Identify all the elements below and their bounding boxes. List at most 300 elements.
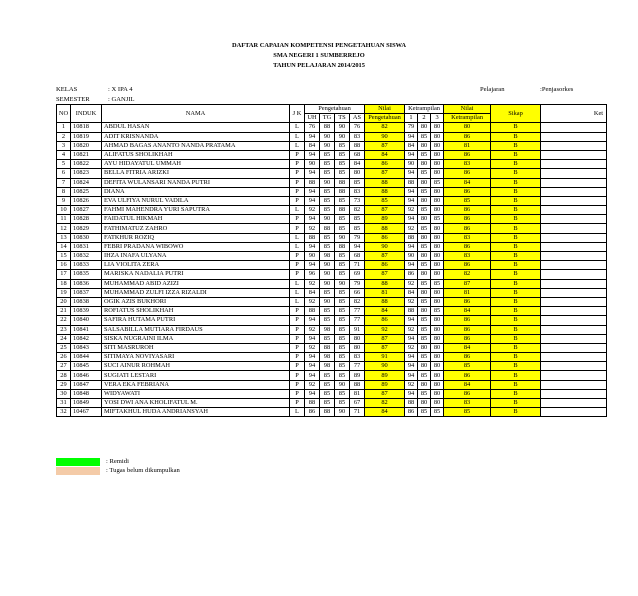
table-cell: 80 — [431, 325, 444, 334]
table-cell: 77 — [350, 316, 365, 325]
table-cell: 80 — [418, 233, 431, 242]
table-cell: 85 — [431, 408, 444, 417]
table-cell: B — [491, 362, 541, 371]
table-row — [57, 187, 607, 196]
table-cell: 85 — [320, 399, 335, 408]
table-cell: 85 — [335, 334, 350, 343]
table-cell: 80 — [431, 123, 444, 132]
table-cell: 86 — [365, 160, 405, 169]
table-row — [57, 242, 607, 251]
table-cell: 14 — [57, 242, 71, 251]
table-cell: 92 — [305, 380, 320, 389]
table-cell: 80 — [431, 206, 444, 215]
table-cell: OGIK AZIS BUKHORI — [102, 297, 290, 306]
table-cell: B — [491, 297, 541, 306]
table-cell: 81 — [444, 288, 491, 297]
table-cell: B — [491, 270, 541, 279]
table-cell: 92 — [405, 325, 418, 334]
col-tg: TG — [320, 114, 335, 123]
table-cell: 86 — [444, 242, 491, 251]
col-keterampilan: Ketrampilan — [405, 105, 444, 114]
table-cell: 83 — [350, 187, 365, 196]
table-cell: 85 — [350, 178, 365, 187]
table-cell: 94 — [305, 196, 320, 205]
table-cell: 10839 — [71, 307, 102, 316]
table-row — [57, 261, 607, 270]
table-cell: 85 — [418, 279, 431, 288]
table-cell: P — [290, 334, 305, 343]
table-cell: 88 — [350, 380, 365, 389]
table-cell: 94 — [405, 334, 418, 343]
table-cell: 92 — [305, 325, 320, 334]
table-cell: 80 — [431, 334, 444, 343]
table-cell: 10845 — [71, 362, 102, 371]
semester-label: SEMESTER — [56, 96, 90, 103]
table-cell: 88 — [320, 123, 335, 132]
table-cell: 92 — [405, 224, 418, 233]
table-cell: 85 — [335, 343, 350, 352]
table-cell: 88 — [335, 187, 350, 196]
table-cell: 92 — [305, 343, 320, 352]
table-cell: 94 — [305, 150, 320, 159]
table-cell: 67 — [350, 399, 365, 408]
table-cell: 88 — [305, 399, 320, 408]
table-cell: 83 — [444, 252, 491, 261]
table-cell: B — [491, 150, 541, 159]
table-cell: 80 — [431, 187, 444, 196]
table-cell: P — [290, 252, 305, 261]
ket-cell — [541, 187, 607, 196]
table-cell: 10827 — [71, 206, 102, 215]
table-cell: 85 — [418, 150, 431, 159]
table-cell: 23 — [57, 325, 71, 334]
document-header — [0, 41, 638, 71]
ket-cell — [541, 215, 607, 224]
col-ts: TS — [335, 114, 350, 123]
table-cell: 10832 — [71, 252, 102, 261]
table-cell: B — [491, 169, 541, 178]
table-cell: B — [491, 334, 541, 343]
table-cell: P — [290, 389, 305, 398]
table-cell: 80 — [431, 169, 444, 178]
table-cell: 80 — [418, 380, 431, 389]
table-cell: 85 — [365, 196, 405, 205]
table-cell: 81 — [444, 141, 491, 150]
table-cell: 88 — [365, 297, 405, 306]
table-row — [57, 169, 607, 178]
table-cell: 94 — [305, 261, 320, 270]
table-cell: 13 — [57, 233, 71, 242]
table-cell: 88 — [365, 187, 405, 196]
tugas-label: : Tugas belum dikumpulkan — [106, 467, 180, 474]
table-cell: P — [290, 353, 305, 362]
table-cell: 89 — [365, 380, 405, 389]
table-row — [57, 233, 607, 242]
table-cell: 80 — [418, 215, 431, 224]
table-cell: 80 — [431, 297, 444, 306]
ket-cell — [541, 206, 607, 215]
table-cell: 88 — [305, 178, 320, 187]
table-cell: 94 — [405, 389, 418, 398]
table-cell: 2 — [57, 132, 71, 141]
table-cell: MUHAMMAD ZULFI IZZA RIZALDI — [102, 288, 290, 297]
table-row — [57, 196, 607, 205]
table-cell: P — [290, 215, 305, 224]
table-cell: 85 — [335, 389, 350, 398]
table-cell: 85 — [320, 380, 335, 389]
table-cell: 88 — [350, 141, 365, 150]
table-cell: 80 — [431, 343, 444, 352]
table-cell: 86 — [444, 325, 491, 334]
table-row — [57, 270, 607, 279]
table-cell: B — [491, 123, 541, 132]
table-cell: 85 — [335, 150, 350, 159]
table-cell: B — [491, 206, 541, 215]
table-row — [57, 307, 607, 316]
table-cell: 87 — [365, 334, 405, 343]
table-cell: 86 — [444, 261, 491, 270]
table-cell: 10824 — [71, 178, 102, 187]
table-cell: 83 — [444, 160, 491, 169]
table-cell: B — [491, 196, 541, 205]
table-cell: P — [290, 371, 305, 380]
table-cell: 94 — [405, 371, 418, 380]
table-cell: P — [290, 343, 305, 352]
table-cell: 86 — [444, 389, 491, 398]
table-row — [57, 362, 607, 371]
kelas-value: : X IPA 4 — [108, 86, 133, 93]
table-cell: 85 — [335, 169, 350, 178]
table-cell: 92 — [305, 297, 320, 306]
table-cell: B — [491, 389, 541, 398]
table-cell: P — [290, 380, 305, 389]
table-cell: 88 — [365, 178, 405, 187]
ket-cell — [541, 371, 607, 380]
table-cell: MIFTAKHUL HUDA ANDRIANSYAH — [102, 408, 290, 417]
table-row — [57, 353, 607, 362]
table-cell: 85 — [320, 389, 335, 398]
table-cell: 94 — [405, 215, 418, 224]
table-cell: 92 — [305, 206, 320, 215]
table-cell: P — [290, 187, 305, 196]
table-cell: 90 — [320, 270, 335, 279]
table-cell: 94 — [305, 169, 320, 178]
table-cell: 10844 — [71, 353, 102, 362]
table-cell: 80 — [431, 316, 444, 325]
table-cell: SUCI AINUR ROHMAH — [102, 362, 290, 371]
table-cell: 10848 — [71, 389, 102, 398]
table-cell: WIDYAWATI — [102, 389, 290, 398]
table-cell: 85 — [418, 169, 431, 178]
table-cell: 90 — [305, 160, 320, 169]
table-cell: SUGIATI LESTARI — [102, 371, 290, 380]
table-row — [57, 389, 607, 398]
table-cell: 76 — [350, 123, 365, 132]
table-cell: 71 — [350, 408, 365, 417]
table-cell: 80 — [431, 389, 444, 398]
table-row — [57, 206, 607, 215]
table-cell: 85 — [418, 334, 431, 343]
ket-cell — [541, 389, 607, 398]
table-cell: 10823 — [71, 169, 102, 178]
table-cell: 79 — [405, 123, 418, 132]
table-cell: 87 — [365, 343, 405, 352]
table-row — [57, 123, 607, 132]
table-cell: 90 — [335, 408, 350, 417]
table-cell: 85 — [335, 252, 350, 261]
table-row — [57, 297, 607, 306]
table-cell: 86 — [444, 187, 491, 196]
table-cell: 85 — [418, 408, 431, 417]
school-name: SMA NEGERI 1 SUMBERREJO — [273, 52, 365, 59]
table-cell: 94 — [305, 389, 320, 398]
table-row — [57, 141, 607, 150]
table-cell: 85 — [335, 399, 350, 408]
table-cell: P — [290, 270, 305, 279]
table-cell: 83 — [444, 399, 491, 408]
table-cell: 94 — [405, 316, 418, 325]
table-cell: 88 — [365, 224, 405, 233]
table-cell: 88 — [405, 178, 418, 187]
table-cell: B — [491, 316, 541, 325]
table-cell: 86 — [444, 169, 491, 178]
col-ket: Ket — [541, 105, 607, 123]
table-cell: B — [491, 408, 541, 417]
table-cell: 90 — [320, 215, 335, 224]
table-cell: 88 — [320, 343, 335, 352]
table-cell: 92 — [405, 297, 418, 306]
table-cell: 98 — [320, 252, 335, 261]
table-cell: B — [491, 261, 541, 270]
table-row — [57, 380, 607, 389]
table-cell: L — [290, 288, 305, 297]
table-cell: B — [491, 353, 541, 362]
table-cell: 88 — [405, 307, 418, 316]
col-jk: J K — [290, 105, 305, 123]
table-cell: 85 — [320, 196, 335, 205]
table-cell: 66 — [350, 288, 365, 297]
table-cell: 10831 — [71, 242, 102, 251]
table-cell: L — [290, 408, 305, 417]
table-cell: 85 — [431, 307, 444, 316]
table-row — [57, 132, 607, 141]
table-cell: 90 — [320, 178, 335, 187]
table-cell: 90 — [405, 160, 418, 169]
table-cell: YOSI DWI ANA KHOLIFATUL M. — [102, 399, 290, 408]
remidi-swatch — [56, 458, 100, 466]
table-row — [57, 160, 607, 169]
table-cell: 85 — [335, 371, 350, 380]
table-cell: 87 — [365, 169, 405, 178]
table-cell: 10825 — [71, 187, 102, 196]
table-cell: 80 — [431, 242, 444, 251]
table-cell: 27 — [57, 362, 71, 371]
table-cell: 85 — [320, 160, 335, 169]
table-cell: 80 — [418, 307, 431, 316]
table-cell: 85 — [335, 362, 350, 371]
ket-cell — [541, 297, 607, 306]
ket-cell — [541, 261, 607, 270]
table-cell: 94 — [305, 242, 320, 251]
table-cell: 94 — [305, 334, 320, 343]
table-cell: 94 — [350, 242, 365, 251]
table-cell: 1 — [57, 123, 71, 132]
table-cell: 85 — [320, 371, 335, 380]
table-cell: 85 — [418, 389, 431, 398]
table-cell: 88 — [335, 206, 350, 215]
table-cell: 89 — [365, 215, 405, 224]
col-nama: NAMA — [102, 105, 290, 123]
table-cell: 94 — [405, 261, 418, 270]
ket-cell — [541, 325, 607, 334]
table-cell: 82 — [350, 297, 365, 306]
table-cell: SITI MASRUROH — [102, 343, 290, 352]
table-cell: 88 — [335, 178, 350, 187]
table-cell: B — [491, 343, 541, 352]
table-cell: MUHAMMAD ABID AZIZI — [102, 279, 290, 288]
table-cell: 86 — [365, 316, 405, 325]
table-cell: B — [491, 215, 541, 224]
table-cell: 90 — [335, 123, 350, 132]
table-cell: 90 — [335, 279, 350, 288]
table-cell: 85 — [418, 187, 431, 196]
table-cell: 68 — [350, 150, 365, 159]
table-cell: 25 — [57, 343, 71, 352]
table-cell: 87 — [365, 206, 405, 215]
table-cell: 6 — [57, 169, 71, 178]
table-cell: 85 — [320, 206, 335, 215]
table-cell: 89 — [365, 371, 405, 380]
table-cell: 84 — [444, 380, 491, 389]
grades-table — [56, 104, 607, 417]
table-cell: 10843 — [71, 343, 102, 352]
table-cell: 80 — [418, 288, 431, 297]
table-cell: 8 — [57, 187, 71, 196]
table-row — [57, 399, 607, 408]
table-row — [57, 334, 607, 343]
document-title: DAFTAR CAPAIAN KOMPETENSI PENGETAHUAN SISWA — [232, 42, 406, 49]
table-cell: 12 — [57, 224, 71, 233]
table-cell: 84 — [365, 307, 405, 316]
table-cell: SALSABILLA MUTIARA FIRDAUS — [102, 325, 290, 334]
ket-cell — [541, 150, 607, 159]
table-cell: 92 — [405, 206, 418, 215]
table-cell: 94 — [405, 242, 418, 251]
table-cell: 87 — [365, 270, 405, 279]
table-cell: L — [290, 123, 305, 132]
table-cell: 94 — [405, 353, 418, 362]
table-cell: 10 — [57, 206, 71, 215]
table-cell: 10846 — [71, 371, 102, 380]
table-cell: 85 — [335, 141, 350, 150]
table-cell: FATHIMATUZ ZAHRO — [102, 224, 290, 233]
table-cell: SISKA NUGRAINI ILMA — [102, 334, 290, 343]
table-cell: B — [491, 242, 541, 251]
table-cell: 94 — [305, 362, 320, 371]
table-cell: 80 — [418, 343, 431, 352]
table-cell: 85 — [320, 233, 335, 242]
table-cell: 80 — [431, 270, 444, 279]
academic-year: TAHUN PELAJARAN 2014/2015 — [273, 62, 365, 69]
table-row — [57, 343, 607, 352]
col-no: NO — [57, 105, 71, 123]
table-cell: 80 — [418, 141, 431, 150]
table-cell: 82 — [444, 270, 491, 279]
table-cell: 85 — [335, 325, 350, 334]
table-cell: 84 — [305, 288, 320, 297]
table-cell: 80 — [418, 196, 431, 205]
table-row — [57, 325, 607, 334]
table-cell: 94 — [405, 169, 418, 178]
table-cell: 86 — [444, 215, 491, 224]
table-cell: 86 — [444, 353, 491, 362]
table-cell: 86 — [444, 132, 491, 141]
table-cell: 82 — [350, 206, 365, 215]
table-cell: 10819 — [71, 132, 102, 141]
col-nilai-k: Nilai — [444, 105, 491, 114]
table-cell: 28 — [57, 371, 71, 380]
table-cell: 90 — [335, 380, 350, 389]
table-cell: IHZA INAFA ULYANA — [102, 252, 290, 261]
table-cell: P — [290, 307, 305, 316]
table-cell: 31 — [57, 399, 71, 408]
table-cell: FAHMI MAHENDRA YURI SAPUTRA — [102, 206, 290, 215]
table-row — [57, 150, 607, 159]
pelajaran-value: :Penjasorkes — [540, 86, 574, 93]
table-cell: 86 — [444, 297, 491, 306]
table-cell: 90 — [320, 141, 335, 150]
table-cell: 89 — [350, 371, 365, 380]
table-cell: B — [491, 307, 541, 316]
table-cell: 94 — [405, 196, 418, 205]
table-cell: L — [290, 233, 305, 242]
table-cell: 85 — [444, 408, 491, 417]
table-cell: ALIFATUS SHOLIKHAH — [102, 150, 290, 159]
table-cell: 90 — [320, 261, 335, 270]
table-cell: 85 — [320, 334, 335, 343]
table-cell: P — [290, 178, 305, 187]
table-cell: SITIMAYA NOVIYASARI — [102, 353, 290, 362]
table-cell: 82 — [365, 123, 405, 132]
kelas-label: KELAS — [56, 86, 78, 93]
table-cell: P — [290, 325, 305, 334]
table-cell: 85 — [418, 325, 431, 334]
table-cell: 86 — [405, 408, 418, 417]
table-cell: 88 — [335, 242, 350, 251]
table-cell: 10847 — [71, 380, 102, 389]
table-cell: 85 — [335, 316, 350, 325]
ket-cell — [541, 224, 607, 233]
table-row — [57, 288, 607, 297]
col-nilai-pengetahuan: Pengetahuan — [365, 114, 405, 123]
table-cell: 92 — [405, 343, 418, 352]
table-cell: 80 — [431, 132, 444, 141]
table-cell: 85 — [320, 150, 335, 159]
table-cell: B — [491, 132, 541, 141]
table-cell: 85 — [335, 160, 350, 169]
table-cell: 80 — [350, 169, 365, 178]
table-cell: 92 — [405, 279, 418, 288]
table-cell: 85 — [335, 288, 350, 297]
semester-value: : GANJIL — [108, 96, 135, 103]
table-cell: EVA ULFIYA NURUL VADILA — [102, 196, 290, 205]
table-cell: AYU HIDAYATUL UMMAH — [102, 160, 290, 169]
table-cell: 84 — [365, 150, 405, 159]
table-cell: 90 — [365, 362, 405, 371]
table-cell: B — [491, 371, 541, 380]
col-k3: 3 — [431, 114, 444, 123]
table-cell: 10830 — [71, 233, 102, 242]
